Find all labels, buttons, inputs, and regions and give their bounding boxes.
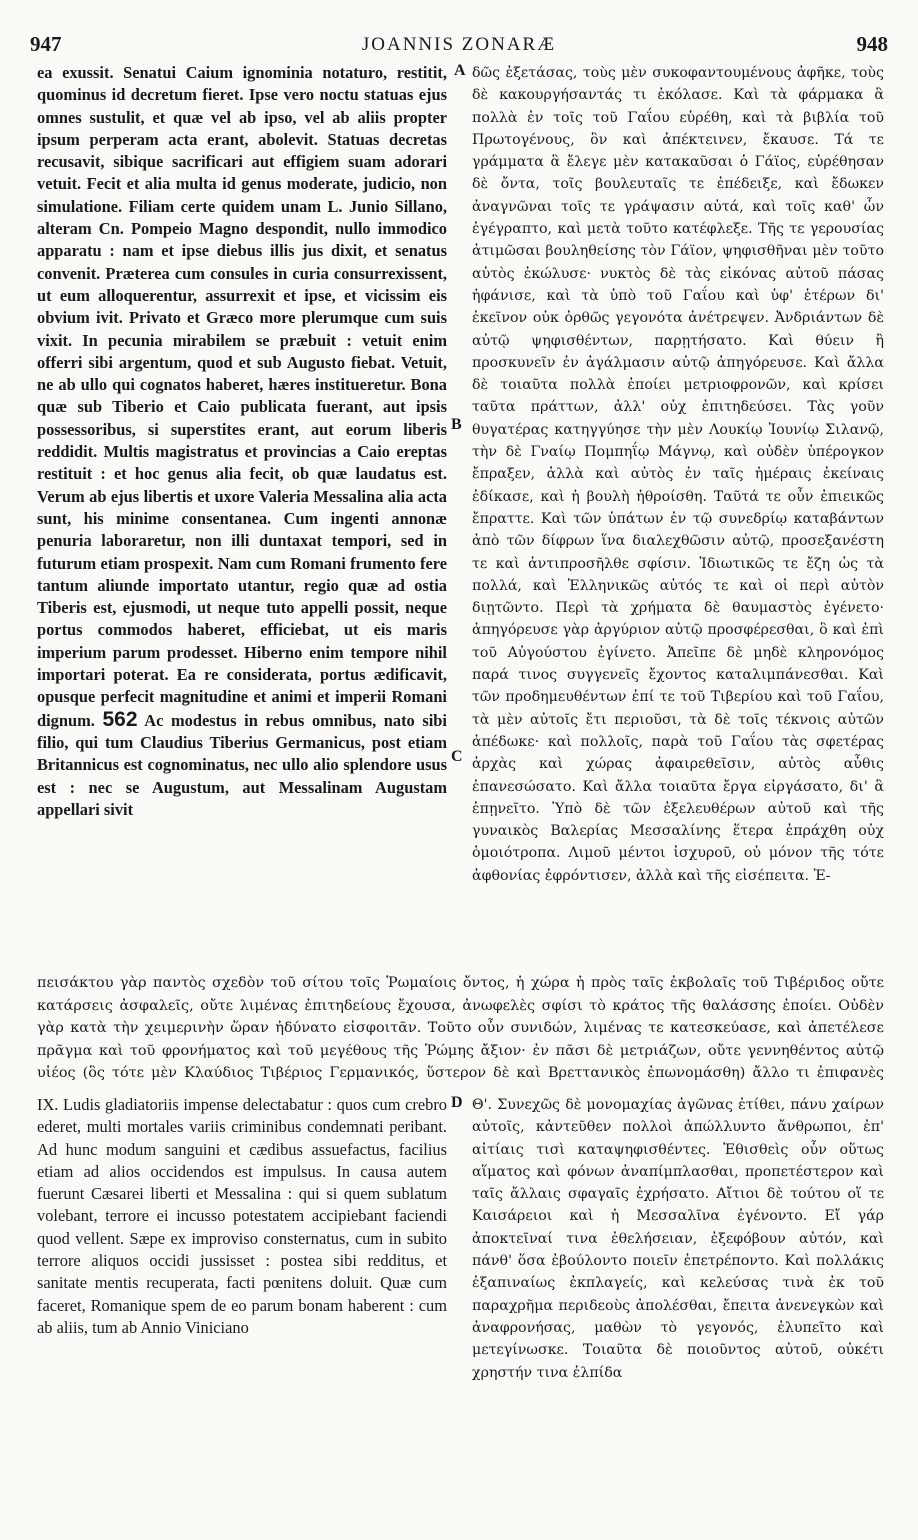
latin-column-bottom: IX. Ludis gladiatoriis impense delectabatur : quos cum crebro ederet, multi mortales variis criminibus condemnati peribant. Ad hunc modum sanguini et cædibus assuefactus, facilius etiam ad alios occidendos est impulsus. In causa autem fuerunt Cæsarei liberti et Messalina : qui si quem sublatum volebant, terrore ei incusso potestatem accipiebant faciendi quod vellent. Sæpe ex improviso consternatus, cum in subito terrore aliquos occidi jussisset : postea sibi redditus, et sanitate mentis recuperata, facti pœnitens doluit. Quæ cum faceret, Romanique spem de eo parum bonam haberent : cum ab aliis, tum ab Annio Viniciano	[37, 1095, 447, 1337]
running-header	[30, 32, 888, 58]
greek-full-width-block: πεισάκτου γὰρ παντὸς σχεδὸν τοῦ σίτου τοῖς Ῥωμαίοις ὄντος, ἡ χώρα ἡ πρὸς ταῖς ἐκβολαῖς τοῦ Τιβέριδος οὔτε κατάρσεις ἀσφαλεῖς, οὔτε λιμένας ἐπιτηδείους ἔχουσα, ἀνωφελὲς σφίσι τὸ κράτος τῆς θαλάσσης ἐποίει. Οὐδὲν γὰρ κατὰ τὴν χειμερινὴν ὥραν ἠδύνατο εἰσφοιτᾶν. Τοῦτο οὖν συνιδών, λιμένας τε κατεσκεύασε, καὶ ἀπετέλεσε πρᾶγμα καὶ τοῦ φρονήματος καὶ τοῦ μεγέθους τῆς Ῥώμης ἄξιον· ἐν πᾶσι δὲ μετριάζων, οὔτε γεννηθέντος αὐτῷ υἱέος (ὃς τότε μὲν Κλαύδιος Τιβέριος Γερμανικός, ὕστερον δὲ καὶ Βρεττανικὸς ἐπωνομάσθη) ἄλλο τι ἐπιφανὲς	[37, 975, 884, 1082]
greek-column-top: δῶς ἐξετάσας, τοὺς μὲν συκοφαντουμένους ἀφῆκε, τοὺς δὲ κακουργήσαντάς τι ἐκόλασε. Καὶ τὰ φάρμακα ἃ πολλὰ ἐν τοῖς τοῦ Γαΐου εὑρέθη, καὶ τὰ βιβλία τοῦ Πρωτογένους, ὃν καὶ ἀπέκτεινεν, ἔκαυσε. Τά τε γράμματα ἃ ἔλεγε μὲν κατακαῦσαι ὁ Γάϊος, εὑρέθησαν δὲ ὄντα, τοῖς βουλευταῖς τε ἐπέδειξε, καὶ ἔδωκεν ἀναγνῶναι τοῖς τε γράψασιν αὐτά, καὶ τοῖς καθ' ὧν ἐγέγραπτο, καὶ μετὰ τοῦτο κατέφλεξε. Τῆς τε γερουσίας ἀτιμῶσαι βουληθείσης τὸν Γάϊον, ψηφισθῆναι μὲν τοῦτο αὐτὸς ἐκώλυσε· νυκτὸς δὲ τὰς εἰκόνας αὐτοῦ πάσας ἠφάνισε, καὶ τὰ ὑπὸ τοῦ Γαΐου καὶ ὑφ' ἑτέρων δι' ἐκεῖνον οὐκ ὀρθῶς γεγονότα ἀνέτρεψεν. Ἀνδριάντων δὲ αὐτῷ ψηφισθέντων, παρῃτήσατο. Καὶ θύειν ἢ προσκυνεῖν ἐν ἀγάλμασιν αὐτῷ ἀπηγόρευσε. Καὶ ἄλλα δὲ τοιαῦτα πολλὰ ἐποίει μετριοφρονῶν, καὶ κρίσει ταῦτα πράττων, ἀλλ' οὐχ ἐπιτηδεύσει. Τὰς γοῦν θυγατέρας κατηγγύησε τὴν μὲν Λουκίῳ Ἰουνίῳ Σιλανῷ, τὴν δὲ Γναίῳ Πομπηΐῳ Μάγνῳ, καὶ οὐδὲν ὑπέρογκον ἔπραξεν, ἀλλὰ καὶ αὐτὸς ἐν ταῖς ἡμέραις ἐκείναις ἐδίκασε, καὶ ἡ βουλὴ ἠθροίσθη. Ταῦτά τε οὖν ἐπιεικῶς ἔπραττε. Καὶ τῶν ὑπάτων ἐν τῷ συνεδρίῳ καταβάντων ἀπὸ τῶν δίφρων ἵνα διαλεχθῶσιν αὐτῷ, προσεξανέστη τε καὶ ἀντιπροσῆλθε σφίσιν. Ἰδιωτικῶς τε ἔζη ὡς τὰ πολλά, καὶ Ἑλληνικῶς αὐτός τε καὶ οἱ περὶ αὐτὸν διῃτῶντο. Περὶ τὰ χρήματα δὲ θαυμαστὸς ἐγένετο· ἀπηγόρευσε γὰρ ἀργύριον αὐτῷ προσφέρεσθαι, ὃ καὶ ἐπὶ τοῦ Αὐγούστου ἐγίνετο. Ἀπεῖπε δὲ μηδὲ κληρονόμος παρά τινος συγγενεῖς ἔχοντος καταλιμπάνεσθαι. Καὶ τῶν προδημευθέντων ἐπί τε τοῦ Τιβερίου καὶ τοῦ Γαΐου, τὰ μὲν αὐτοῖς ἔτι περιοῦσι, τὰ δὲ τοῖς τέκνοις αὐτῶν ἀπέδωκε· καὶ πολλοῖς, παρὰ τοῦ Γαΐου τὰς σφετέρας ἀρχὰς καὶ χώρας ἀφαιρεθεῖσιν, αὐτὸς αὖθις ἐπανεσώσατο. Καὶ ἄλλα τοιαῦτα ἔργα εἰργάσατο, δι' ἃ ἐπῃνεῖτο. Ὑπὸ δὲ τῶν ἐξελευθέρων αὐτοῦ καὶ τῆς γυναικὸς Βαλερίας Μεσσαλίνης ἕτερα ἐπράχθη οὐχ ὁμοιότροπα. Λιμοῦ μέντοι ἰσχυροῦ, οὐ μόνον τῆς τότε ἀφθονίας ἐφρόντισεν, ἀλλὰ καὶ τῆς εἰσέπειτα. Ἐ-	[472, 65, 884, 884]
section-marker-d: D	[451, 1094, 463, 1111]
section-marker-b: B	[451, 416, 462, 433]
running-title: JOANNIS ZONARÆ	[361, 34, 557, 55]
right-page-number: 948	[856, 32, 888, 56]
margin-page-number: 562	[102, 707, 138, 731]
section-marker-a: A	[454, 62, 466, 79]
latin-text-part-1: ea exussit. Senatui Caium ignominia notaturo, restitit, quominus id decretum fieret. Ipse vero noctu statuas ejus omnes sustulit, et quæ vel ab ipso, vel ab aliis propter ipsum perperam acta erant, abolevit. Statuas decretas recusavit, sibique sacrificari aut effigiem suam adorari vetuit. Fecit et alia multa id genus moderate, judicio, non simulatione. Filiam certe quidem unam L. Junio Sillano, alteram Cn. Pompeio Magno despondit, nullo immodico apparatu : nam et ipse diebus illis jus dixit, et senatus convenit. Præterea cum consules in curia consurrexissent, ut eum alloquerentur, assurrexit et ipse, et vicissim eis obvium ivit. Privato et Græco more plerumque cum suis vixit. In pecunia mirabilem se præbuit : vetuit enim offerri sibi argentum, quod et sub Augusto fiebat. Vetuit, ne ab ullo qui cognatos haberet, hæres institueretur. Bona quæ sub Tiberio et Caio publicata fuerant, aut ipsis possessoribus, si superstites erant, aut eorum liberis reddidit. Multis magistratus et provincias a Caio ereptas restituit : et hoc genus alia fecit, ob quæ laudatus est. Verum ab ejus libertis et uxore Valeria Messalina alia acta sunt, his minime consentanea. Cum ingenti annonæ penuria laboraretur, non illi duntaxat tempori, sed in futurum etiam prospexit. Nam cum Romani frumento fere tantum aliunde importato utantur, regio quæ ad ostia Tiberis est, ejusmodi, ut neque tuto appelli possit, neque portus commodos haberet, efficiebat, ut eis maris imperium parum prodesset. Hiberno enim tempore nihil importari poterat. Ea re considerata, portus ædificavit, opusque perfecit magnitudine et animi et imperii Romani dignum.	[37, 63, 447, 730]
latin-column-top	[37, 62, 447, 982]
latin-text-part-2: Ac modestus in rebus omnibus, nato sibi filio, qui tum Claudius Tiberius Germanicus, post etiam Britannicus est cognominatus, nec ullo alio splendore usus est : nec se Augustum, aut Messalinam Augustam appellari sivit	[37, 710, 447, 819]
left-page-number: 947	[30, 32, 62, 56]
section-marker-c: C	[451, 748, 463, 765]
greek-column-bottom: Θ'. Συνεχῶς δὲ μονομαχίας ἀγῶνας ἐτίθει, πάνυ χαίρων αὐτοῖς, κἀντεῦθεν πολλοὶ ἀπώλλυντο ἄνθρωποι, ἐπ' αἰτίαις τισὶ καταψηφισθέντες. Ἐθισθεὶς οὖν οὕτως αἵματος καὶ φόνων ἀναπίμπλασθαι, προπετέστερον καὶ ταῖς ἄλλαις σφαγαῖς ἐχρήσατο. Αἴτιοι δὲ τούτου οἵ τε Καισάρειοι καὶ ἡ Μεσσαλῖνα ἐγένοντο. Εἴ γάρ ἀποκτεῖναί τινα ἐθελήσειαν, ἐξεφόβουν αὐτόν, καὶ πάνθ' ὅσα ἐβούλοντο ποιεῖν ἐπετρέποντο. Καὶ πολλάκις ἐξαπιναίως ἐκπλαγείς, καὶ κελεύσας τινὰ ἐκ τοῦ παραχρῆμα περιδεοὺς ἀπολέσθαι, ἔπειτα ἀνενεγκὼν καὶ ἀναφρονήσας, μαθὼν τὸ γεγονός, ἐλυπεῖτο καὶ μετεγίνωσκε. Τοιαῦτα δὲ ποιοῦντος αὐτοῦ, οὐκέτι χρηστήν τινα ἐλπίδα	[472, 1097, 884, 1381]
